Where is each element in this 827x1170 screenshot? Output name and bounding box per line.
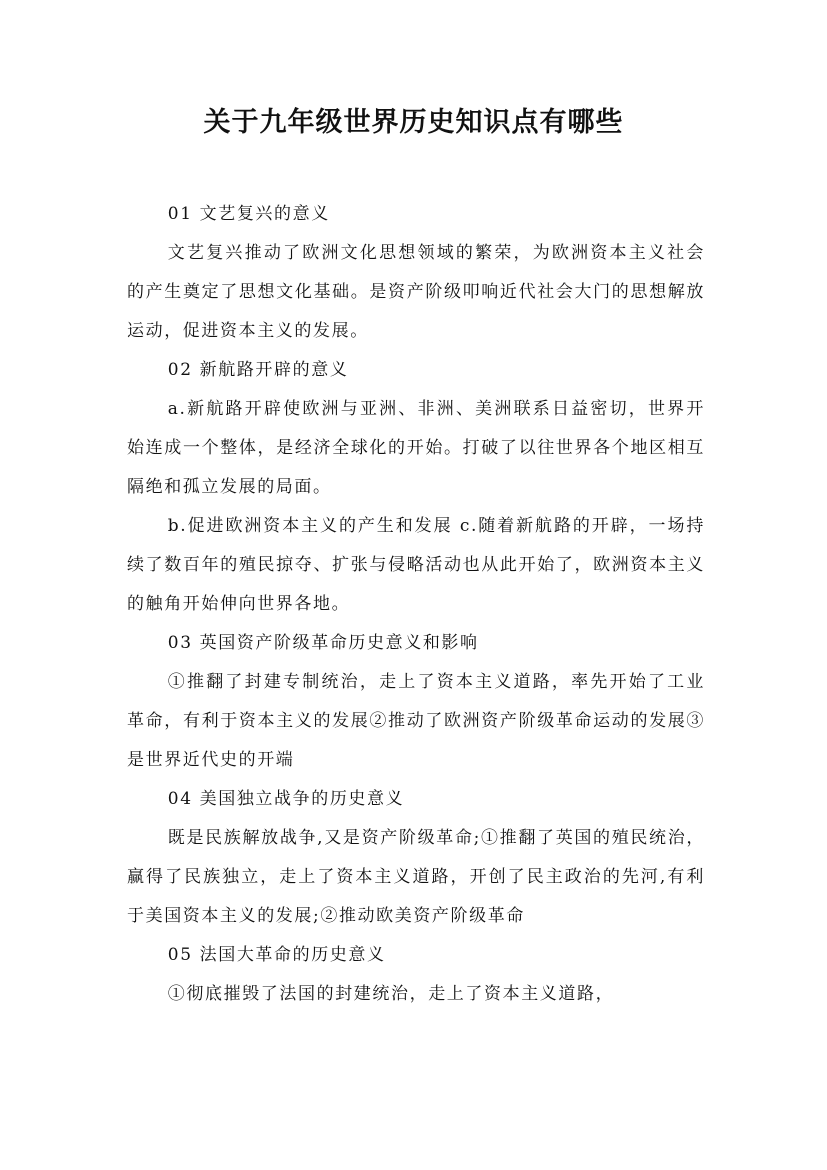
document-body	[127, 195, 705, 1014]
paragraph-2a: a.新航路开辟使欧洲与亚洲、非洲、美洲联系日益密切，世界开始连成一个整体，是经济全球化的开始。打破了以往世界各个地区相互隔绝和孤立发展的局面。	[127, 399, 705, 497]
document-title: 关于九年级世界历史知识点有哪些	[203, 107, 624, 138]
paragraph-1: 文艺复兴推动了欧洲文化思想领域的繁荣，为欧洲资本主义社会的产生奠定了思想文化基础。是资产阶级叩响近代社会大门的思想解放运动，促进资本主义的发展。	[127, 243, 705, 341]
section-heading-2: 02 新航路开辟的意义	[167, 360, 349, 380]
section-heading-3: 03 英国资产阶级革命历史意义和影响	[167, 633, 479, 653]
paragraph-4: 既是民族解放战争,又是资产阶级革命;①推翻了英国的殖民统治，赢得了民族独立，走上了资本主义道路，开创了民主政治的先河,有利于美国资本主义的发展;②推动欧美资产阶级革命	[127, 828, 705, 926]
section-heading-4: 04 美国独立战争的历史意义	[167, 789, 405, 809]
section-heading-5: 05 法国大革命的历史意义	[167, 945, 386, 965]
paragraph-3: ①推翻了封建专制统治，走上了资本主义道路，率先开始了工业革命，有利于资本主义的发展②推动了欧洲资产阶级革命运动的发展③是世界近代史的开端	[127, 672, 705, 770]
section-heading-1: 01 文艺复兴的意义	[167, 204, 330, 224]
paragraph-2b: b.促进欧洲资本主义的产生和发展 c.随着新航路的开辟，一场持续了数百年的殖民掠夺、扩张与侵略活动也从此开始了，欧洲资本主义的触角开始伸向世界各地。	[127, 516, 705, 614]
paragraph-5: ①彻底摧毁了法国的封建统治，走上了资本主义道路，	[167, 984, 615, 1004]
